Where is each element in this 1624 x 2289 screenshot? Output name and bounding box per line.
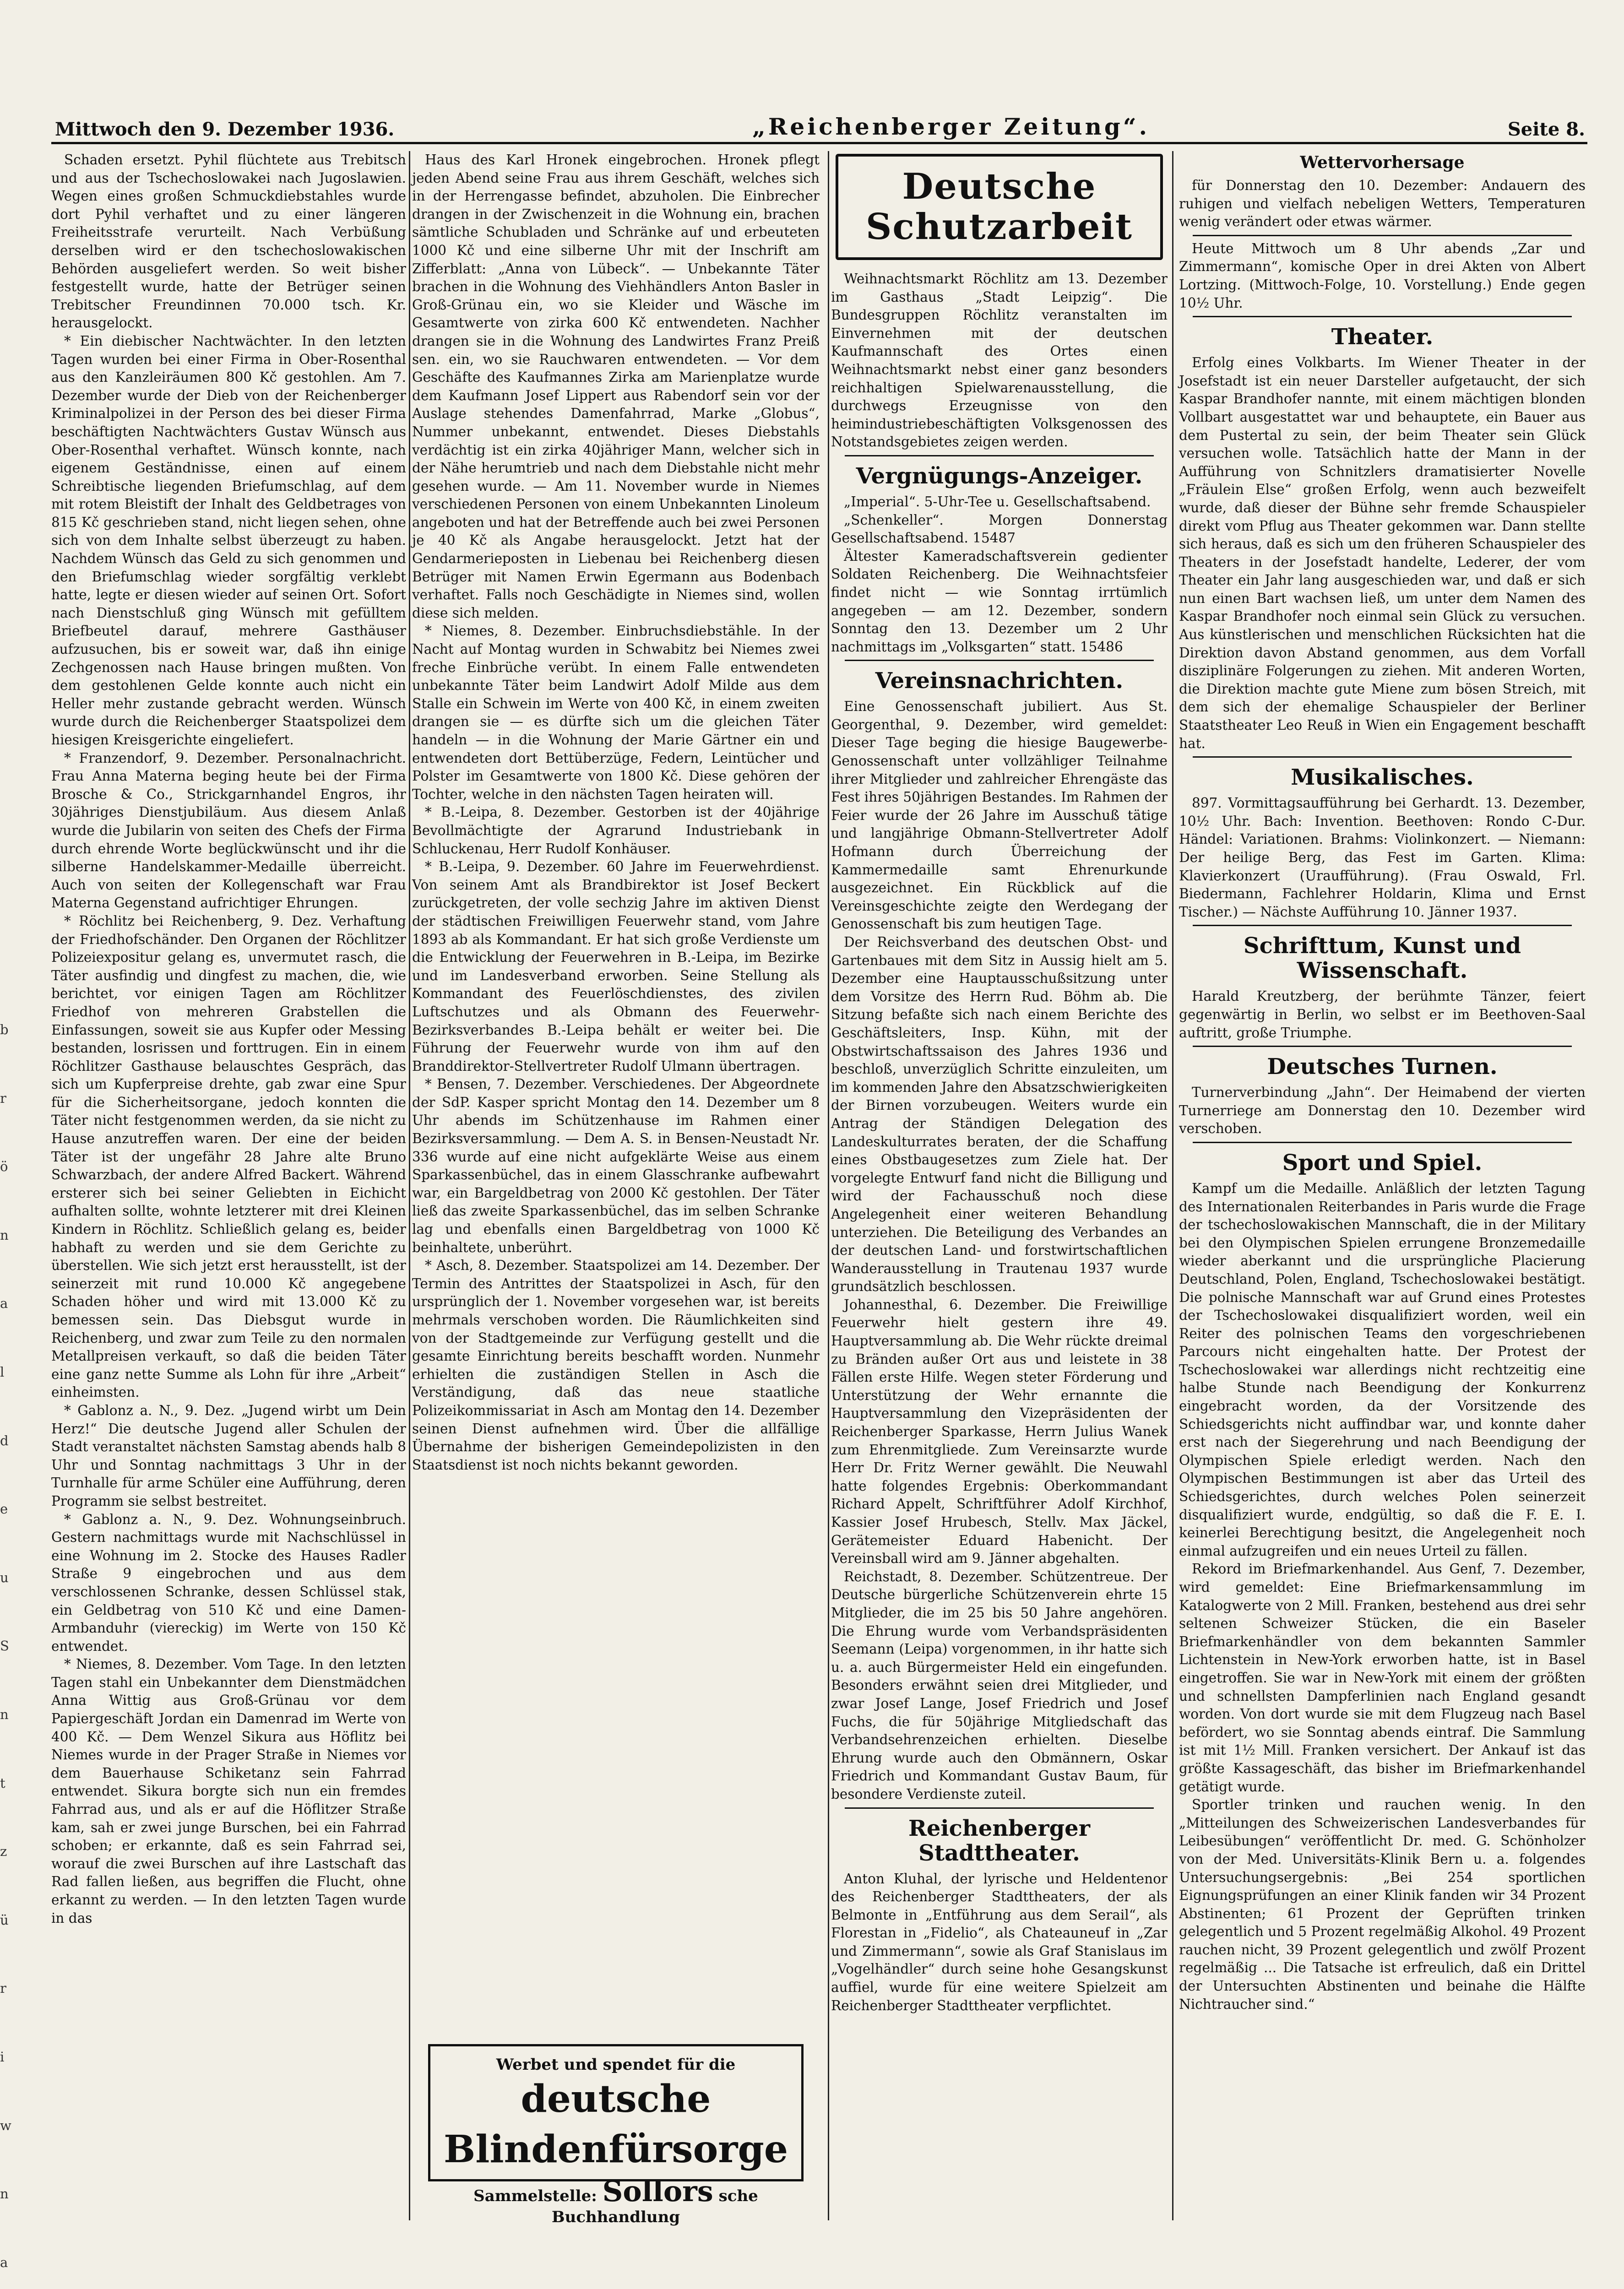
- article-paragraph: Kampf um die Medaille. Anläßlich der letzten Tagung des Internationalen Reiterbandes in Paris wurde die Frage der tschechoslowakischen Mannschaft, die in der Military bei den Olympischen Spielen errungene Bronzemedaille wieder aberkannt und die ursprüngliche Placierung Deutschland, Polen, England, Tschechoslowakei bestätigt. Die polnische Mannschaft war auf Grund eines Protestes der Tschechoslowakei disqualifiziert worden, weil ein Reiter des polnischen Teams den vorgeschriebenen Parcours nicht eingehalten hatte. Der Protest der Tschechoslowakei war allerdings nicht rechtzeitig eine halbe Stunde nach Beendigung der Konkurrenz eingebracht worden, da der Vorsitzende des Schiedsgerichts nicht auffindbar war, und konnte daher erst nach der Siegerehrung und nach Beendigung der Olympischen Spiele erledigt werden. Nach den Olympischen Bestimmungen ist aber das Urteil des Schiedsgerichtes, durch welches Polen seinerzeit disqualifiziert wurde, endgültig, so daß die F. E. I. keinerlei Berechtigung besitzt, die Angelegenheit noch einmal aufzugreifen und ein neues Urteil zu fällen.: [1179, 1180, 1586, 1559]
- section-heading: Theater.: [1331, 324, 1434, 350]
- column-3: [831, 151, 1168, 2220]
- edge-letter: e: [0, 1501, 8, 1517]
- page-header: [55, 108, 1585, 140]
- header-date: Mittwoch den 9. Dezember 1936.: [55, 119, 395, 140]
- edge-letter: ö: [0, 1159, 8, 1175]
- edge-letter: d: [0, 1432, 9, 1448]
- article-paragraph: Harald Kreutzberg, der berühmte Tänzer, feiert gegenwärtig in Berlin, wo selbst er im Beethoven-Saal auftritt, große Triumphe.: [1179, 988, 1586, 1041]
- section-heading: Deutsches Turnen.: [1267, 1054, 1498, 1080]
- section-rule: [1193, 316, 1572, 317]
- article-paragraph: Weihnachtsmarkt Röchlitz am 13. Dezember im Gasthaus „Stadt Leipzig“. Die Bundesgruppen Röchlitz veranstalten im Einvernehmen mit der deutschen Kaufmannschaft des Ortes einen Weihnachtsmarkt nebst einer ganz besonders reichhaltigen Spielwarenausstellung, die durchwegs Erzeugnisse von den heimindustriebeschäftigten Volksgenossen des Notstandsgebietes zeigen werden.: [831, 271, 1168, 450]
- article-paragraph: Der Reichsverband des deutschen Obst- und Gartenbaues mit dem Sitz in Aussig hielt am 5. Dezember eine Hauptausschußsitzung unter dem Vorsitze des Herrn Rud. Böhm ab. Die Sitzung befaßte sich nach einem Berichte des Geschäftsleiters, Insp. Kühn, mit der Obstwirtschaftssaison des Jahres 1936 und beschloß, unverzüglich Schritte einzuleiten, um im kommenden Jahre den Absatzschwierigkeiten der Birnen vorzubeugen. Weiters wurde ein Antrag der Ständigen Delegation des Landeskulturrates beraten, der die Schaffung eines Obstbaugesetzes zum Ziele hat. Der vorgelegte Entwurf fand nicht die Billigung und wird der Fachausschuß noch diese Angelegenheit einer weiteren Behandlung unterziehen. Die Beteiligung des Verbandes an der deutschen Land- und forstwirtschaftlichen Wanderausstellung in Trautenau 1937 wurde grundsätzlich beschlossen.: [831, 934, 1168, 1295]
- ad-bookshop-name: Sollors: [602, 2175, 713, 2208]
- edge-letter: a: [0, 1296, 8, 1312]
- article-paragraph: * Gablonz a. N., 9. Dez. „Jugend wirbt um Dein Herz!“ Die deutsche Jugend aller Schulen der Stadt veranstaltet nächsten Samstag abends halb 8 Uhr und Sonntag nachmittags 3 Uhr in der Turnhalle für arme Schüler eine Aufführung, deren Programm sie selbst bestreitet.: [51, 1402, 406, 1509]
- article-paragraph: Anton Kluhal, der lyrische und Heldentenor des Reichenberger Stadttheaters, der als Belmonte in „Entführung aus dem Serail“, als Florestan in „Fidelio“, als Chateauneuf in „Zar und Zimmermann“, sowie als Graf Stanislaus im „Vogelhändler“ durch seine hohe Gesangskunst auffiel, wurde für eine weitere Spielzeit am Reichenberger Stadttheater verpflichtet.: [831, 1871, 1168, 2013]
- article-paragraph: * B.-Leipa, 8. Dezember. Gestorben ist der 40jährige Bevollmächtigte der Agrarund Industriebank in Schluckenau, Herr Rudolf Konhäuser.: [412, 804, 820, 857]
- article-paragraph: Reichstadt, 8. Dezember. Schützentreue. Der Deutsche bürgerliche Schützenverein ehrte 15 Mitglieder, die im 25 bis 50 Jahre angehören. Die Ehrung wurde vom Verbandspräsidenten Seemann (Leipa) vorgenommen, in ihr hatte sich u. a. auch Bürgermeister Held ein eingefunden. Besonders erwähnt seien drei Mitglieder, und zwar Josef Lange, Josef Friedrich und Josef Fuchs, die für 50jährige Mitgliedschaft das Verbandsehrenzeichen erhielten. Dieselbe Ehrung wurde auch den Obmännern, Oskar Friedrich und Kommandant Gustav Baum, für besondere Verdienste zuteil.: [831, 1568, 1168, 1802]
- article-paragraph: Eine Genossenschaft jubiliert. Aus St. Georgenthal, 9. Dezember, wird gemeldet: Dieser Tage beging die hiesige Baugewerbe-Genossenschaft unter vollzähliger Teilnahme ihrer Mitglieder und zahlreicher Ehrengäste das Fest ihres 50jährigen Bestandes. Im Rahmen der Feier wurde der 26 Jahre im Ausschuß tätige und langjährige Obmann-Stellvertreter Adolf Hofmann durch Überreichung der Kammermedaille samt Ehrenurkunde ausgezeichnet. Ein Rückblick auf die Vereinsgeschichte zeigte den Werdegang der Genossenschaft bis zum heutigen Tage.: [831, 699, 1168, 932]
- article-paragraph: * Asch, 8. Dezember. Staatspolizei am 14. Dezember. Der Termin des Antrittes der Staatspolizei in Asch, für den ursprünglich der 1. November vorgesehen war, ist bereits mehrmals verschoben worden. Die Räumlichkeiten sind von der Stadtgemeinde zur Verfügung gestellt und die gesamte Einrichtung bereits beschafft worden. Nunmehr erhielten die zuständigen Stellen in Asch die Verständigung, daß das neue staatliche Polizeikommissariat in Asch am Montag den 14. Dezember seinen Dienst aufnehmen wird. Über die allfällige Übernahme der bisherigen Gemeindepolizisten in den Staatsdienst ist noch nichts bekannt geworden.: [412, 1258, 820, 1473]
- column-4: [1179, 151, 1586, 2220]
- article-paragraph: * Niemes, 8. Dezember. Vom Tage. In den letzten Tagen stahl ein Unbekannter dem Dienstmädchen Anna Wittig aus Groß-Grünau vor dem Papiergeschäft Jordan ein Damenrad im Werte von 400 Kč. — Dem Wenzel Sikura aus Höflitz bei Niemes wurde in der Prager Straße in Niemes vor dem Bauerhause Schiketanz sein Fahrrad entwendet. Sikura borgte sich nun ein fremdes Fahrrad aus, und als er auf die Höflitzer Straße kam, sah er zwei junge Burschen, bei ein Fahrrad schoben; er erkannte, daß es sein Fahrrad sei, worauf die zwei Burschen auf ihre Lastschaft das Rad fallen ließen, aus begriffen die Flucht, ohne erkannt zu werden. — In den letzten Tagen wurde in das: [51, 1656, 406, 1926]
- edge-letter: n: [0, 1706, 9, 1722]
- edge-letter: l: [0, 1364, 5, 1380]
- edge-letter: u: [0, 1569, 9, 1585]
- ad-collection-label: Sammelstelle:: [473, 2187, 597, 2205]
- article-paragraph: Schaden ersetzt. Pyhil flüchtete aus Trebitsch und aus der Tschechoslowakei nach Jugoslawien. Wegen eines großen Schmuckdiebstahles wurde dort Pyhil verhaftet und zu einer längeren Freiheitsstrafe verurteilt. Nach Verbüßung derselben wird er den tschechoslowakischen Behörden ausgeliefert werden. So weit bisher festgestellt wurde, hatte der Betrüger seinen Trebitscher Freundinnen 70.000 tsch. Kr. herausgelockt.: [51, 152, 406, 331]
- article-paragraph: Heute Mittwoch um 8 Uhr abends „Zar und Zimmermann“, komische Oper in drei Akten von Albert Lortzing. (Mittwoch-Folge, 10. Vorstellung.) Ende gegen 10½ Uhr.: [1179, 240, 1586, 311]
- section-heading: Vereinsnachrichten.: [875, 668, 1124, 694]
- column-divider: [409, 151, 410, 2220]
- article-paragraph: „Schenkeller“. Morgen Donnerstag Gesellschaftsabend. 15487: [831, 512, 1168, 546]
- article-paragraph: * Bensen, 7. Dezember. Verschiedenes. Der Abgeordnete der SdP. Kasper spricht Montag den 14. Dezember um 8 Uhr abends im Schützenhause im Rahmen einer Bezirksversammlung. — Dem A. S. in Bensen-Neustadt Nr. 336 wurde auf eine nicht aufgeklärte Weise aus einem Sparkassenbüchel, das in einem Glasschranke aufbewahrt war, ein Bargeldbetrag von 2000 Kč gestohlen. Der Täter ließ das zweite Sparkassenbüchel, das im selben Schranke lag und ebenfalls einen Bargeldbetrag von 1000 Kč beinhaltete, unberührt.: [412, 1076, 820, 1255]
- article-paragraph: Sportler trinken und rauchen wenig. In den „Mitteilungen des Schweizerischen Landesverbandes für Leibesübungen“ veröffentlicht Dr. med. G. Schönholzer von der Med. Universitäts-Klinik Bern u. a. folgendes Untersuchungsergebnis: „Bei 254 sportlichen Eignungsprüfungen an einer Klinik fanden wir 34 Prozent Abstinenten; 61 Prozent der Geprüften trinken gelegentlich und 5 Prozent regelmäßig Alkohol. 49 Prozent rauchen nicht, 39 Prozent gelegentlich und zwölf Prozent regelmäßig ... Die Tatsache ist erfreulich, daß ein Drittel der Untersuchten Abstinenten und beinahe die Hälfte Nichtraucher sind.“: [1179, 1797, 1586, 2012]
- section-box-title: Deutsche Schutzarbeit: [836, 154, 1163, 260]
- header-title: „Reichenberger Zeitung“.: [752, 113, 1150, 140]
- article-paragraph: Erfolg eines Volkbarts. Im Wiener Theater in der Josefstadt ist ein neuer Darsteller aufgetaucht, der sich Kaspar Brandhofer nannte, mit einem mächtigen blonden Vollbart ausgestattet war und behauptete, ein Bauer aus dem Pustertal zu sein, der beim Theater sein Glück versuchen wolle. Tatsächlich hatte der Mann in der Aufführung von Schnitzlers dramatisierter Novelle „Fräulein Else“ großen Erfolg, wenn auch bezweifelt wurde, daß dieser der Bühne sehr fremde Schauspieler direkt vom Pflug aus Theater gekommen war. Dann stellte sich heraus, daß es sich um den früheren Schauspieler des Theaters in der Josefstadt handelte, Lederer, der vom Theater ein Jahr lang ausgeschieden war, und daß er sich nun einen Bart wachsen ließ, um unter dem Namen des Kaspar Brandhofer noch einmal sein Glück zu versuchen. Aus künstlerischen und menschlichen Rücksichten hat die Direktion davon Abstand genommen, aus dem Vorfall disziplinäre Folgerungen zu ziehen. Mit anderen Worten, die Direktion machte gute Miene zum bösen Streich, mit dem sich der ehemalige Schauspieler der Berliner Staatstheater Leo Reuß in Wien ein Engagement beschafft hat.: [1179, 355, 1586, 751]
- article-paragraph: Rekord im Briefmarkenhandel. Aus Genf, 7. Dezember, wird gemeldet: Eine Briefmarkensammlung im Katalogwerte von 2 Mill. Franken, bestehend aus drei sehr seltenen Schweizer Stücken, die ein Baseler Briefmarkenhändler von dem bekannten Sammler Lichtenstein in New-York erworben hatte, ist in Basel eingetroffen. Sie war in New-York mit einem der größten und schnellsten Dampferlinien nach England gesandt worden. Von dort wurde sie mit dem Flugzeug nach Basel befördert, wo sie Sonntag abends eintraf. Die Sammlung ist mit 1½ Mill. Franken versichert. Der Ankauf ist das größte Kassageschäft, das bisher im Briefmarkenhandel getätigt wurde.: [1179, 1561, 1586, 1795]
- column-divider: [1172, 151, 1173, 2220]
- article-paragraph: Johannesthal, 6. Dezember. Die Freiwillige Feuerwehr hielt gestern ihre 49. Hauptversammlung ab. Die Wehr rückte dreimal zu Bränden außer Ort aus und leistete in 38 Fällen erste Hilfe. Wegen steter Förderung und Unterstützung der Wehr ernannte die Hauptversammlung den Vizepräsidenten der Reichenberger Sparkasse, Herrn Julius Wanek zum Ehrenmitgliede. Zum Vereinsarzte wurde Herr Dr. Fritz Werner gewählt. Die Neuwahl hatte folgendes Ergebnis: Oberkommandant Richard Appelt, Schriftführer Adolf Kirchhof, Kassier Josef Hrubesch, Stellv. Max Jäckel, Gerätemeister Eduard Habenicht. Der Vereinsball wird am 9. Jänner abgehalten.: [831, 1296, 1168, 1567]
- section-rule: [845, 660, 1154, 661]
- adjacent-page-edge: [0, 151, 27, 2270]
- article-paragraph: * Niemes, 8. Dezember. Einbruchsdiebstähle. In der Nacht auf Montag wurden in Schwabitz bei Niemes zwei freche Einbrüche verübt. In einem Falle entwendeten unbekannte Täter beim Landwirt Adolf Milde aus dem Stalle ein Schwein im Werte von 400 Kč, in einem zweiten drangen sie — es dürfte sich um die gleichen Täter handeln — in die Wohnung der Marie Gärtner ein und entwendeten dort Bettüberzüge, Federn, Leintücher und Polster im Gesamtwerte von 1800 Kč. Diese gehören der Tochter, welche in den nächsten Tagen heiraten will.: [412, 623, 820, 802]
- ad-line-1: Werbet und spendet für die: [496, 2056, 736, 2074]
- edge-letter: n: [0, 2186, 9, 2202]
- header-rule: [51, 142, 1587, 144]
- edge-letter: r: [0, 1090, 6, 1106]
- section-rule: [1193, 925, 1572, 926]
- article-paragraph: für Donnerstag den 10. Dezember: Andauern des ruhigen und vielfach nebeligen Wetters, Temperaturen wenig verändert oder etwas wärmer.: [1179, 178, 1586, 230]
- edge-letter: t: [0, 1775, 5, 1791]
- section-rule: [845, 455, 1154, 456]
- section-heading: Reichenberger Stadttheater.: [908, 1815, 1090, 1866]
- column-2: [412, 151, 820, 2220]
- edge-letter: b: [0, 1022, 9, 1037]
- ad-line-2: deutsche Blindenfürsorge: [443, 2077, 788, 2171]
- article-paragraph: Haus des Karl Hronek eingebrochen. Hronek pflegt jeden Abend seine Frau aus ihrem Geschäft, welches sich in der Herrengasse befindet, abzuholen. Die Einbrecher drangen in der Zwischenzeit in die Wohnung ein, brachen sämtliche Schubladen und Schränke auf und erbeuteten 1000 Kč und eine silberne Uhr mit der Inschrift am Zifferblatt: „Anna von Lübeck“. — Unbekannte Täter brachen in die Wohnung des Viehhändlers Anton Basler in Groß-Grünau ein, wo sie Kleider und Wäsche im Gesamtwerte von zirka 600 Kč entwendeten. Nachher drangen sie in die Wohnung des Landwirtes Franz Preiß sen. ein, wo sie Rauchwaren entwendeten. — Vor dem Geschäfte des Kaufmannes Zirka am Marienplatze wurde dem Kaufmann Josef Lippert aus Rabendorf sein vor der Auslage stehendes Damenfahrrad, Marke „Globus“, Nummer unbekannt, entwendet. Dieses Diebstahls verdächtig ist ein zirka 40jähriger Mann, welcher sich in der Nähe herumtrieb und nach dem Diebstahle nicht mehr gesehen wurde. — Am 11. November wurde in Niemes verschiedenen Personen von einem Unbekannten Linoleum angeboten und hat der Betreffende auch bei zwei Personen je 40 Kč als Angabe herausgelockt. Jetzt hat der Gendarmerieposten in Liebenau bei Reichenberg diesen Betrüger mit Namen Erwin Egermann aus Bodenbach verhaftet. Falls noch Geschädigte in Niemes sind, wollen diese sich melden.: [412, 152, 820, 621]
- column-1: [51, 151, 406, 2220]
- edge-letter: ü: [0, 1912, 9, 1928]
- ad-bookshop-suffix: sche Buchhandlung: [551, 2187, 758, 2226]
- article-paragraph: 897. Vormittagsaufführung bei Gerhardt. 13. Dezember, 10½ Uhr. Bach: Invention. Beethoven: Rondo C-Dur. Händel: Variationen. Brahms: Violinkonzert. — Niemann: Der heilige Berg, das Fest im Garten. Klima: Klavierkonzert (Uraufführung). (Frau Oswald, Frl. Biedermann, Fachlehrer Holdarin, Klima und Ernst Tischer.) — Nächste Aufführung 10. Jänner 1937.: [1179, 795, 1586, 920]
- article-paragraph: * Röchlitz bei Reichenberg, 9. Dez. Verhaftung der Friedhofschänder. Den Organen der Röchlitzer Polizeiexpositur gelang es, unvermutet rasch, die Täter ausfindig und dingfest zu machen, die, wie berichtet, vor einigen Tagen am Röchlitzer Friedhof von mehreren Grabstellen die Einfassungen, soweit sie aus Kupfer oder Messing bestanden, losrissen und forttrugen. Ein in einem Röchlitzer Gasthause belauschtes Gespräch, das sich um Kupferpreise drehte, gab zwar eine Spur für die Sicherheitsorgane, jedoch konnten die Täter nicht festgenommen werden, da sie nicht zu Hause anzutreffen waren. Der eine der beiden Täter ist der ungefähr 28 Jahre alte Bruno Schwarzbach, der andere Alfred Backert. Während ersterer sich bei seiner Geliebten in Eichicht aufhalten sollte, wohnte letzterer mit drei Kleinen Kindern in Röchlitz. Schließlich gelang es, beider habhaft zu werden und sie dem Gerichte zu überstellen. Wie sich jetzt erst herausstellt, ist der seinerzeit mit rund 10.000 Kč angegebene Schaden höher und wird mit 13.000 Kč zu bemessen sein. Das Diebsgut wurde in Reichenberg, und zwar zum Teile zu den normalen Metallpreisen verkauft, so daß die beiden Täter eine ganz nette Summe als Lohn für ihre „Arbeit“ einheimsten.: [51, 913, 406, 1400]
- edge-letter: a: [0, 2254, 8, 2270]
- edge-letter: i: [0, 2049, 5, 2065]
- header-page-number: Seite 8.: [1507, 119, 1585, 140]
- edge-letter: r: [0, 1980, 6, 1996]
- section-heading: Sport und Spiel.: [1282, 1150, 1483, 1176]
- section-rule: [1193, 756, 1572, 758]
- section-rule: [1193, 1142, 1572, 1143]
- column-divider: [828, 151, 829, 2220]
- article-paragraph: * Franzendorf, 9. Dezember. Personalnachricht. Frau Anna Materna beging heute bei der Firma Brosche & Co., Strickgarnhandel Engros, ihr 30jähriges Dienstjubiläum. Aus diesem Anlaß wurde die Jubilarin von seiten des Chefs der Firma durch ehrende Worte beglückwünscht und ihr die silberne Handelskammer-Medaille überreicht. Auch von seiten der Kollegenschaft war Frau Materna Gegenstand aufrichtiger Ehrungen.: [51, 750, 406, 911]
- section-heading: Vergnügungs-Anzeiger.: [856, 463, 1143, 489]
- section-rule: [845, 1807, 1154, 1809]
- article-paragraph: Turnerverbindung „Jahn“. Der Heimabend der vierten Turnerriege am Donnerstag den 10. Dezember wird verschoben.: [1179, 1085, 1586, 1137]
- article-paragraph: * B.-Leipa, 9. Dezember. 60 Jahre im Feuerwehrdienst. Von seinem Amt als Brandbirektor ist Josef Beckert zurückgetreten, der volle sechzig Jahre im aktiven Dienst der städtischen Freiwilligen Feuerwehr stand, vom Jahre 1893 ab als Kommandant. Er hat sich große Verdienste um die Entwicklung der Feuerwehren in B.-Leipa, im Bezirke und im Landesverband erworben. Seine Stellung als Kommandant des Feuerlöschdienstes, des zivilen Luftschutzes und als Obmann des Feuerwehr-Bezirksverbandes B.-Leipa behält er weiter bei. Die Führung der Feuerwehr wurde von ihm auf den Branddirektor-Stellvertreter Rudolf Ulmann übertragen.: [412, 859, 820, 1074]
- article-paragraph: * Ein diebischer Nachtwächter. In den letzten Tagen wurden bei einer Firma in Ober-Rosenthal aus den Kanzleiräumen 800 Kč gestohlen. Am 7. Dezember wurde der Dieb von der Reichenberger Kriminalpolizei in der Person des bei dieser Firma beschäftigten Nachtwächters Gustav Wünsch aus Ober-Rosenthal verhaftet. Wünsch konnte, nach eigenem Geständnisse, einen auf einem Schreibtische liegenden Briefumschlag, auf dem mit rotem Bleistift der Inhalt des Geldbetrages von 815 Kč geschrieben stand, nicht liegen sehen, ohne sich von dem Inhalte selbst überzeugt zu haben. Nachdem Wünsch das Geld zu sich genommen und den Briefumschlag wieder sorgfältig verklebt hatte, legte er diesen wieder auf seinen Ort. Sofort nach Dienstschluß ging Wünsch mit gefülltem Briefbeutel darauf, mehrere Gasthäuser aufzusuchen, bis er soweit war, daß ihn einige Zechgenossen nach Hause bringen mußten. Von dem gestohlenen Gelde konnte auch nicht ein Heller mehr zustande gebracht werden. Wünsch wurde durch die Reichenberger Staatspolizei dem hiesigen Kreisgerichte eingeliefert.: [51, 333, 406, 748]
- ad-line-3: [430, 2175, 801, 2226]
- article-paragraph: „Imperial“. 5-Uhr-Tee u. Gesellschaftsabend.: [844, 494, 1151, 510]
- edge-letter: n: [0, 1227, 9, 1243]
- advertisement-box: [428, 2044, 804, 2226]
- section-rule: [1193, 235, 1572, 236]
- section-heading: Musikalisches.: [1291, 765, 1474, 791]
- section-heading: Schrifttum, Kunst und Wissenschaft.: [1243, 933, 1521, 984]
- article-paragraph: * Gablonz a. N., 9. Dez. Wohnungseinbruch. Gestern nachmittags wurde mit Nachschlüssel in eine Wohnung im 2. Stocke des Hauses Radler Straße 9 eingebrochen und aus dem verschlossenen Schranke, dessen Schlüssel stak, ein Geldbetrag von 510 Kč und eine Damen-Armbanduhr (viereckig) im Werte von 150 Kč entwendet.: [51, 1511, 406, 1654]
- edge-letter: z: [0, 1844, 7, 1860]
- section-rule: [1193, 1046, 1572, 1047]
- edge-letter: S: [0, 1638, 9, 1654]
- article-paragraph: Ältester Kameradschaftsverein gedienter Soldaten Reichenberg. Die Weihnachtsfeier findet nicht — wie Sonntag irrtümlich angegeben — am 12. Dezember, sondern Sonntag den 13. Dezember um 2 Uhr nachmittags im „Volksgarten“ statt. 15486: [831, 548, 1168, 655]
- edge-letter: w: [0, 2117, 11, 2133]
- section-heading: Wettervorhersage: [1300, 153, 1465, 172]
